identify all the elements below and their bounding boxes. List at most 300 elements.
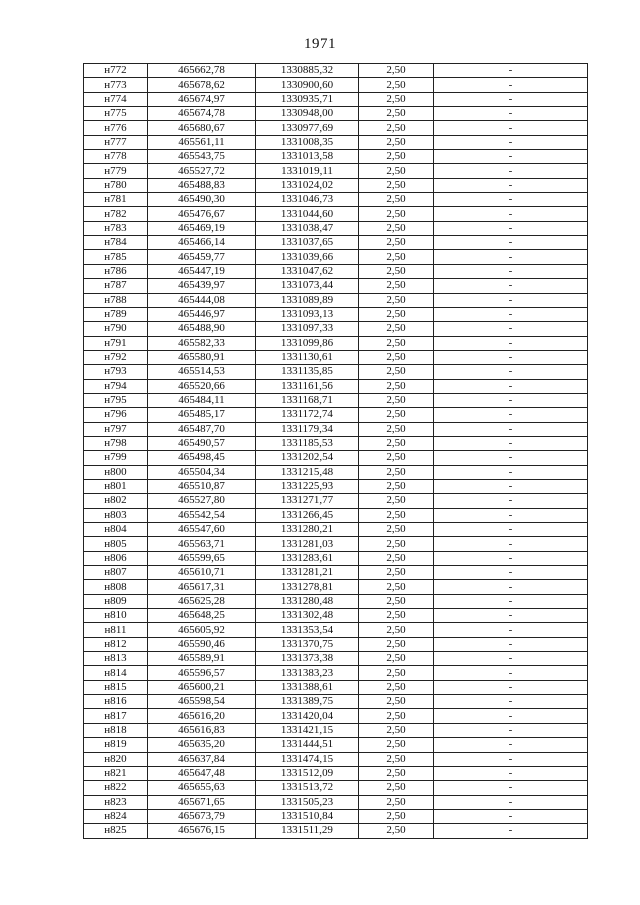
point-id-cell: н811 [84,623,148,637]
y-coordinate-cell: 1331089,89 [256,293,359,307]
tolerance-cell: 2,50 [359,379,434,393]
table-row [84,322,588,336]
table-row [84,824,588,838]
note-cell: - [434,781,588,795]
table-row [84,537,588,551]
note-cell: - [434,637,588,651]
x-coordinate-cell: 465674,97 [148,92,256,106]
x-coordinate-cell: 465635,20 [148,738,256,752]
x-coordinate-cell: 465647,48 [148,766,256,780]
y-coordinate-cell: 1331097,33 [256,322,359,336]
y-coordinate-cell: 1331093,13 [256,307,359,321]
table-row [84,164,588,178]
x-coordinate-cell: 465680,67 [148,121,256,135]
point-id-cell: н776 [84,121,148,135]
x-coordinate-cell: 465598,54 [148,695,256,709]
note-cell: - [434,479,588,493]
x-coordinate-cell: 465617,31 [148,580,256,594]
tolerance-cell: 2,50 [359,609,434,623]
tolerance-cell: 2,50 [359,566,434,580]
table-row [84,264,588,278]
tolerance-cell: 2,50 [359,738,434,752]
x-coordinate-cell: 465678,62 [148,78,256,92]
table-row [84,566,588,580]
point-id-cell: н823 [84,795,148,809]
tolerance-cell: 2,50 [359,393,434,407]
table-row [84,408,588,422]
note-cell: - [434,221,588,235]
tolerance-cell: 2,50 [359,537,434,551]
tolerance-cell: 2,50 [359,164,434,178]
y-coordinate-cell: 1331044,60 [256,207,359,221]
y-coordinate-cell: 1331302,48 [256,609,359,623]
table-row [84,479,588,493]
coordinates-table-body [84,64,588,839]
tolerance-cell: 2,50 [359,307,434,321]
point-id-cell: н798 [84,436,148,450]
x-coordinate-cell: 465662,78 [148,64,256,78]
tolerance-cell: 2,50 [359,178,434,192]
point-id-cell: н803 [84,508,148,522]
point-id-cell: н814 [84,666,148,680]
note-cell: - [434,207,588,221]
note-cell: - [434,566,588,580]
x-coordinate-cell: 465476,67 [148,207,256,221]
note-cell: - [434,609,588,623]
y-coordinate-cell: 1331185,53 [256,436,359,450]
note-cell: - [434,652,588,666]
table-row [84,637,588,651]
y-coordinate-cell: 1331283,61 [256,551,359,565]
y-coordinate-cell: 1331510,84 [256,809,359,823]
x-coordinate-cell: 465625,28 [148,594,256,608]
table-row [84,436,588,450]
point-id-cell: н794 [84,379,148,393]
table-row [84,135,588,149]
tolerance-cell: 2,50 [359,695,434,709]
tolerance-cell: 2,50 [359,293,434,307]
y-coordinate-cell: 1331202,54 [256,451,359,465]
point-id-cell: н772 [84,64,148,78]
point-id-cell: н806 [84,551,148,565]
point-id-cell: н779 [84,164,148,178]
note-cell: - [434,365,588,379]
table-row [84,752,588,766]
table-row [84,738,588,752]
point-id-cell: н821 [84,766,148,780]
x-coordinate-cell: 465673,79 [148,809,256,823]
x-coordinate-cell: 465616,83 [148,723,256,737]
point-id-cell: н786 [84,264,148,278]
x-coordinate-cell: 465563,71 [148,537,256,551]
y-coordinate-cell: 1331215,48 [256,465,359,479]
x-coordinate-cell: 465542,54 [148,508,256,522]
tolerance-cell: 2,50 [359,436,434,450]
point-id-cell: н796 [84,408,148,422]
table-row [84,709,588,723]
note-cell: - [434,809,588,823]
note-cell: - [434,135,588,149]
table-row [84,609,588,623]
y-coordinate-cell: 1330948,00 [256,107,359,121]
note-cell: - [434,723,588,737]
tolerance-cell: 2,50 [359,709,434,723]
tolerance-cell: 2,50 [359,508,434,522]
x-coordinate-cell: 465648,25 [148,609,256,623]
x-coordinate-cell: 465527,72 [148,164,256,178]
point-id-cell: н825 [84,824,148,838]
y-coordinate-cell: 1331505,23 [256,795,359,809]
note-cell: - [434,250,588,264]
y-coordinate-cell: 1331008,35 [256,135,359,149]
note-cell: - [434,336,588,350]
x-coordinate-cell: 465439,97 [148,279,256,293]
y-coordinate-cell: 1331278,81 [256,580,359,594]
y-coordinate-cell: 1331370,75 [256,637,359,651]
note-cell: - [434,752,588,766]
y-coordinate-cell: 1331281,03 [256,537,359,551]
table-row [84,236,588,250]
point-id-cell: н805 [84,537,148,551]
table-row [84,623,588,637]
note-cell: - [434,494,588,508]
table-row [84,293,588,307]
y-coordinate-cell: 1331389,75 [256,695,359,709]
y-coordinate-cell: 1331024,02 [256,178,359,192]
note-cell: - [434,436,588,450]
y-coordinate-cell: 1331474,15 [256,752,359,766]
table-row [84,523,588,537]
table-row [84,551,588,565]
tolerance-cell: 2,50 [359,637,434,651]
y-coordinate-cell: 1331353,54 [256,623,359,637]
point-id-cell: н774 [84,92,148,106]
table-row [84,150,588,164]
tolerance-cell: 2,50 [359,92,434,106]
x-coordinate-cell: 465466,14 [148,236,256,250]
y-coordinate-cell: 1331161,56 [256,379,359,393]
table-row [84,121,588,135]
x-coordinate-cell: 465488,90 [148,322,256,336]
tolerance-cell: 2,50 [359,64,434,78]
x-coordinate-cell: 465514,53 [148,365,256,379]
note-cell: - [434,451,588,465]
x-coordinate-cell: 465590,46 [148,637,256,651]
table-row [84,508,588,522]
x-coordinate-cell: 465527,80 [148,494,256,508]
tolerance-cell: 2,50 [359,336,434,350]
y-coordinate-cell: 1331168,71 [256,393,359,407]
point-id-cell: н773 [84,78,148,92]
x-coordinate-cell: 465547,60 [148,523,256,537]
point-id-cell: н781 [84,193,148,207]
point-id-cell: н782 [84,207,148,221]
y-coordinate-cell: 1331172,74 [256,408,359,422]
x-coordinate-cell: 465610,71 [148,566,256,580]
tolerance-cell: 2,50 [359,680,434,694]
note-cell: - [434,379,588,393]
table-row [84,107,588,121]
note-cell: - [434,623,588,637]
y-coordinate-cell: 1331019,11 [256,164,359,178]
table-row [84,422,588,436]
table-row [84,451,588,465]
y-coordinate-cell: 1331271,77 [256,494,359,508]
note-cell: - [434,465,588,479]
point-id-cell: н787 [84,279,148,293]
point-id-cell: н804 [84,523,148,537]
x-coordinate-cell: 465520,66 [148,379,256,393]
x-coordinate-cell: 465510,87 [148,479,256,493]
note-cell: - [434,551,588,565]
x-coordinate-cell: 465469,19 [148,221,256,235]
note-cell: - [434,121,588,135]
tolerance-cell: 2,50 [359,250,434,264]
x-coordinate-cell: 465504,34 [148,465,256,479]
tolerance-cell: 2,50 [359,422,434,436]
x-coordinate-cell: 465447,19 [148,264,256,278]
table-row [84,795,588,809]
point-id-cell: н820 [84,752,148,766]
x-coordinate-cell: 465605,92 [148,623,256,637]
tolerance-cell: 2,50 [359,766,434,780]
table-row [84,250,588,264]
tolerance-cell: 2,50 [359,666,434,680]
point-id-cell: н809 [84,594,148,608]
point-id-cell: н802 [84,494,148,508]
tolerance-cell: 2,50 [359,580,434,594]
page-number: 1971 [304,36,336,52]
note-cell: - [434,766,588,780]
table-row [84,766,588,780]
note-cell: - [434,537,588,551]
tolerance-cell: 2,50 [359,279,434,293]
point-id-cell: н816 [84,695,148,709]
tolerance-cell: 2,50 [359,824,434,838]
table-row [84,178,588,192]
point-id-cell: н810 [84,609,148,623]
tolerance-cell: 2,50 [359,365,434,379]
note-cell: - [434,666,588,680]
note-cell: - [434,680,588,694]
x-coordinate-cell: 465582,33 [148,336,256,350]
table-row [84,580,588,594]
note-cell: - [434,279,588,293]
y-coordinate-cell: 1331420,04 [256,709,359,723]
y-coordinate-cell: 1331037,65 [256,236,359,250]
note-cell: - [434,107,588,121]
table-row [84,221,588,235]
point-id-cell: н813 [84,652,148,666]
note-cell: - [434,408,588,422]
x-coordinate-cell: 465459,77 [148,250,256,264]
table-row [84,393,588,407]
coordinates-table [83,63,588,839]
point-id-cell: н790 [84,322,148,336]
note-cell: - [434,307,588,321]
x-coordinate-cell: 465674,78 [148,107,256,121]
x-coordinate-cell: 465671,65 [148,795,256,809]
y-coordinate-cell: 1331373,38 [256,652,359,666]
y-coordinate-cell: 1331038,47 [256,221,359,235]
note-cell: - [434,508,588,522]
point-id-cell: н800 [84,465,148,479]
y-coordinate-cell: 1331512,09 [256,766,359,780]
note-cell: - [434,164,588,178]
y-coordinate-cell: 1330935,71 [256,92,359,106]
point-id-cell: н797 [84,422,148,436]
x-coordinate-cell: 465490,57 [148,436,256,450]
y-coordinate-cell: 1331225,93 [256,479,359,493]
tolerance-cell: 2,50 [359,451,434,465]
table-row [84,336,588,350]
y-coordinate-cell: 1331421,15 [256,723,359,737]
tolerance-cell: 2,50 [359,523,434,537]
y-coordinate-cell: 1331511,29 [256,824,359,838]
note-cell: - [434,322,588,336]
tolerance-cell: 2,50 [359,264,434,278]
table-row [84,594,588,608]
table-row [84,680,588,694]
table-row [84,695,588,709]
x-coordinate-cell: 465484,11 [148,393,256,407]
tolerance-cell: 2,50 [359,795,434,809]
table-row [84,365,588,379]
note-cell: - [434,523,588,537]
note-cell: - [434,193,588,207]
note-cell: - [434,709,588,723]
y-coordinate-cell: 1331280,48 [256,594,359,608]
y-coordinate-cell: 1330885,32 [256,64,359,78]
point-id-cell: н792 [84,350,148,364]
note-cell: - [434,393,588,407]
y-coordinate-cell: 1331135,85 [256,365,359,379]
y-coordinate-cell: 1331280,21 [256,523,359,537]
tolerance-cell: 2,50 [359,78,434,92]
y-coordinate-cell: 1331179,34 [256,422,359,436]
point-id-cell: н791 [84,336,148,350]
point-id-cell: н824 [84,809,148,823]
tolerance-cell: 2,50 [359,107,434,121]
table-row [84,809,588,823]
table-row [84,64,588,78]
table-row [84,465,588,479]
y-coordinate-cell: 1331383,23 [256,666,359,680]
tolerance-cell: 2,50 [359,652,434,666]
tolerance-cell: 2,50 [359,236,434,250]
x-coordinate-cell: 465561,11 [148,135,256,149]
y-coordinate-cell: 1331281,21 [256,566,359,580]
tolerance-cell: 2,50 [359,193,434,207]
y-coordinate-cell: 1331073,44 [256,279,359,293]
tolerance-cell: 2,50 [359,623,434,637]
tolerance-cell: 2,50 [359,121,434,135]
point-id-cell: н783 [84,221,148,235]
point-id-cell: н799 [84,451,148,465]
table-row [84,494,588,508]
point-id-cell: н789 [84,307,148,321]
note-cell: - [434,150,588,164]
x-coordinate-cell: 465446,97 [148,307,256,321]
table-row [84,723,588,737]
y-coordinate-cell: 1331099,86 [256,336,359,350]
table-row [84,379,588,393]
tolerance-cell: 2,50 [359,150,434,164]
tolerance-cell: 2,50 [359,594,434,608]
y-coordinate-cell: 1331039,66 [256,250,359,264]
y-coordinate-cell: 1331046,73 [256,193,359,207]
x-coordinate-cell: 465498,45 [148,451,256,465]
table-row [84,279,588,293]
x-coordinate-cell: 465543,75 [148,150,256,164]
x-coordinate-cell: 465676,15 [148,824,256,838]
y-coordinate-cell: 1330900,60 [256,78,359,92]
note-cell: - [434,264,588,278]
point-id-cell: н775 [84,107,148,121]
y-coordinate-cell: 1331444,51 [256,738,359,752]
point-id-cell: н807 [84,566,148,580]
table-row [84,666,588,680]
x-coordinate-cell: 465600,21 [148,680,256,694]
table-row [84,307,588,321]
table-row [84,92,588,106]
note-cell: - [434,695,588,709]
note-cell: - [434,293,588,307]
y-coordinate-cell: 1331388,61 [256,680,359,694]
x-coordinate-cell: 465589,91 [148,652,256,666]
tolerance-cell: 2,50 [359,809,434,823]
x-coordinate-cell: 465596,57 [148,666,256,680]
y-coordinate-cell: 1330977,69 [256,121,359,135]
point-id-cell: н819 [84,738,148,752]
y-coordinate-cell: 1331266,45 [256,508,359,522]
note-cell: - [434,350,588,364]
y-coordinate-cell: 1331047,62 [256,264,359,278]
x-coordinate-cell: 465490,30 [148,193,256,207]
note-cell: - [434,92,588,106]
tolerance-cell: 2,50 [359,465,434,479]
x-coordinate-cell: 465485,17 [148,408,256,422]
point-id-cell: н785 [84,250,148,264]
point-id-cell: н788 [84,293,148,307]
tolerance-cell: 2,50 [359,350,434,364]
table-row [84,207,588,221]
x-coordinate-cell: 465616,20 [148,709,256,723]
x-coordinate-cell: 465580,91 [148,350,256,364]
note-cell: - [434,580,588,594]
point-id-cell: н815 [84,680,148,694]
table-row [84,193,588,207]
y-coordinate-cell: 1331013,58 [256,150,359,164]
tolerance-cell: 2,50 [359,723,434,737]
point-id-cell: н808 [84,580,148,594]
table-row [84,781,588,795]
tolerance-cell: 2,50 [359,494,434,508]
point-id-cell: н817 [84,709,148,723]
note-cell: - [434,422,588,436]
x-coordinate-cell: 465444,08 [148,293,256,307]
point-id-cell: н818 [84,723,148,737]
table-row [84,350,588,364]
point-id-cell: н812 [84,637,148,651]
point-id-cell: н822 [84,781,148,795]
point-id-cell: н784 [84,236,148,250]
note-cell: - [434,795,588,809]
point-id-cell: н777 [84,135,148,149]
y-coordinate-cell: 1331513,72 [256,781,359,795]
x-coordinate-cell: 465655,63 [148,781,256,795]
tolerance-cell: 2,50 [359,408,434,422]
